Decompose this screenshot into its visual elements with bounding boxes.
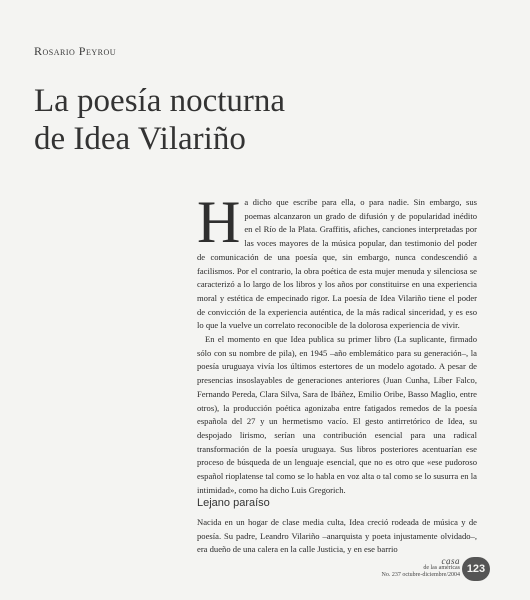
article-title: [34, 82, 285, 158]
journal-name: casa: [441, 556, 460, 566]
author-name: Rosario Peyrou: [34, 44, 117, 58]
title-line-2: de Idea Vilariño: [34, 121, 246, 157]
article-body: [197, 189, 477, 497]
journal-subtitle: de las américas: [423, 565, 460, 571]
paragraph-1-text: a dicho que escribe para ella, o para nadie. Sin embargo, sus poemas alcanzaron un grado de difusión y de popularidad inédito en el Río de la Plata. Graffitis, afiches, canciones interpretadas por las voces mayores de la música popular, dan testimonio del poder de comunicación de una poesía que, sin embargo, nunca condescendió a facilismos. Por el contrario, la obra poética de esta mujer menuda y silenciosa se caracterizó a lo largo de los libros y los años por constituirse en una experiencia moral y estética de empecinado rigor. La poesía de Idea Vilariño tiene el poder de convicción de la experiencia auténtica, de la más radical sinceridad, y es eso lo que la vuelve un correlato reconocible de la dolorosa experiencia de vivir.: [197, 197, 477, 331]
title-line-1: La poesía nocturna: [34, 83, 286, 119]
section-heading: Lejano paraíso: [197, 497, 270, 509]
paragraph-1: [197, 189, 477, 333]
journal-footer: [382, 558, 460, 579]
page-number: 123: [462, 557, 490, 581]
drop-cap: H: [197, 189, 241, 255]
journal-issue: No. 237 octubre-diciembre/2004: [381, 572, 460, 578]
paragraph-3: Nacida en un hogar de clase media culta, Idea creció rodeada de música y de poesía. Su padre, Leandro Vilariño –anarquista y poeta injustamente olvidado–, era dueño de una calera en la calle Justicia, y en ese barrio: [197, 517, 477, 555]
article-body-continued: [197, 516, 477, 557]
paragraph-2: En el momento en que Idea publica su primer libro (La suplicante, firmado sólo con su nombre de pila), en 1945 –año emblemático para su generación–, la poesía uruguaya vivía los últimos estertores de un modelo agotado. A pesar de presencias insoslayables de generaciones anteriores (Juan Cunha, Líber Falco, Fernando Pereda, Clara Silva, Sara de Ibáñez, Emilio Oribe, Basso Maglio, entre otros), la producción poética agonizaba entre fatigados remedos de la poesía española del 27 y un hermetismo vacío. El gesto antirretórico de Idea, su despojado lirismo, serían una contribución esencial para una radical transformación de la poesía uruguaya. Sus libros posteriores acentuarían ese proceso de búsqueda de un lenguaje esencial, que no es otro que «ese pudoroso español rioplatense tal como se lo habla en voz alta o tal como se lo susurra en la intimidad», como ha dicho Luis Gregorich.: [197, 334, 477, 495]
